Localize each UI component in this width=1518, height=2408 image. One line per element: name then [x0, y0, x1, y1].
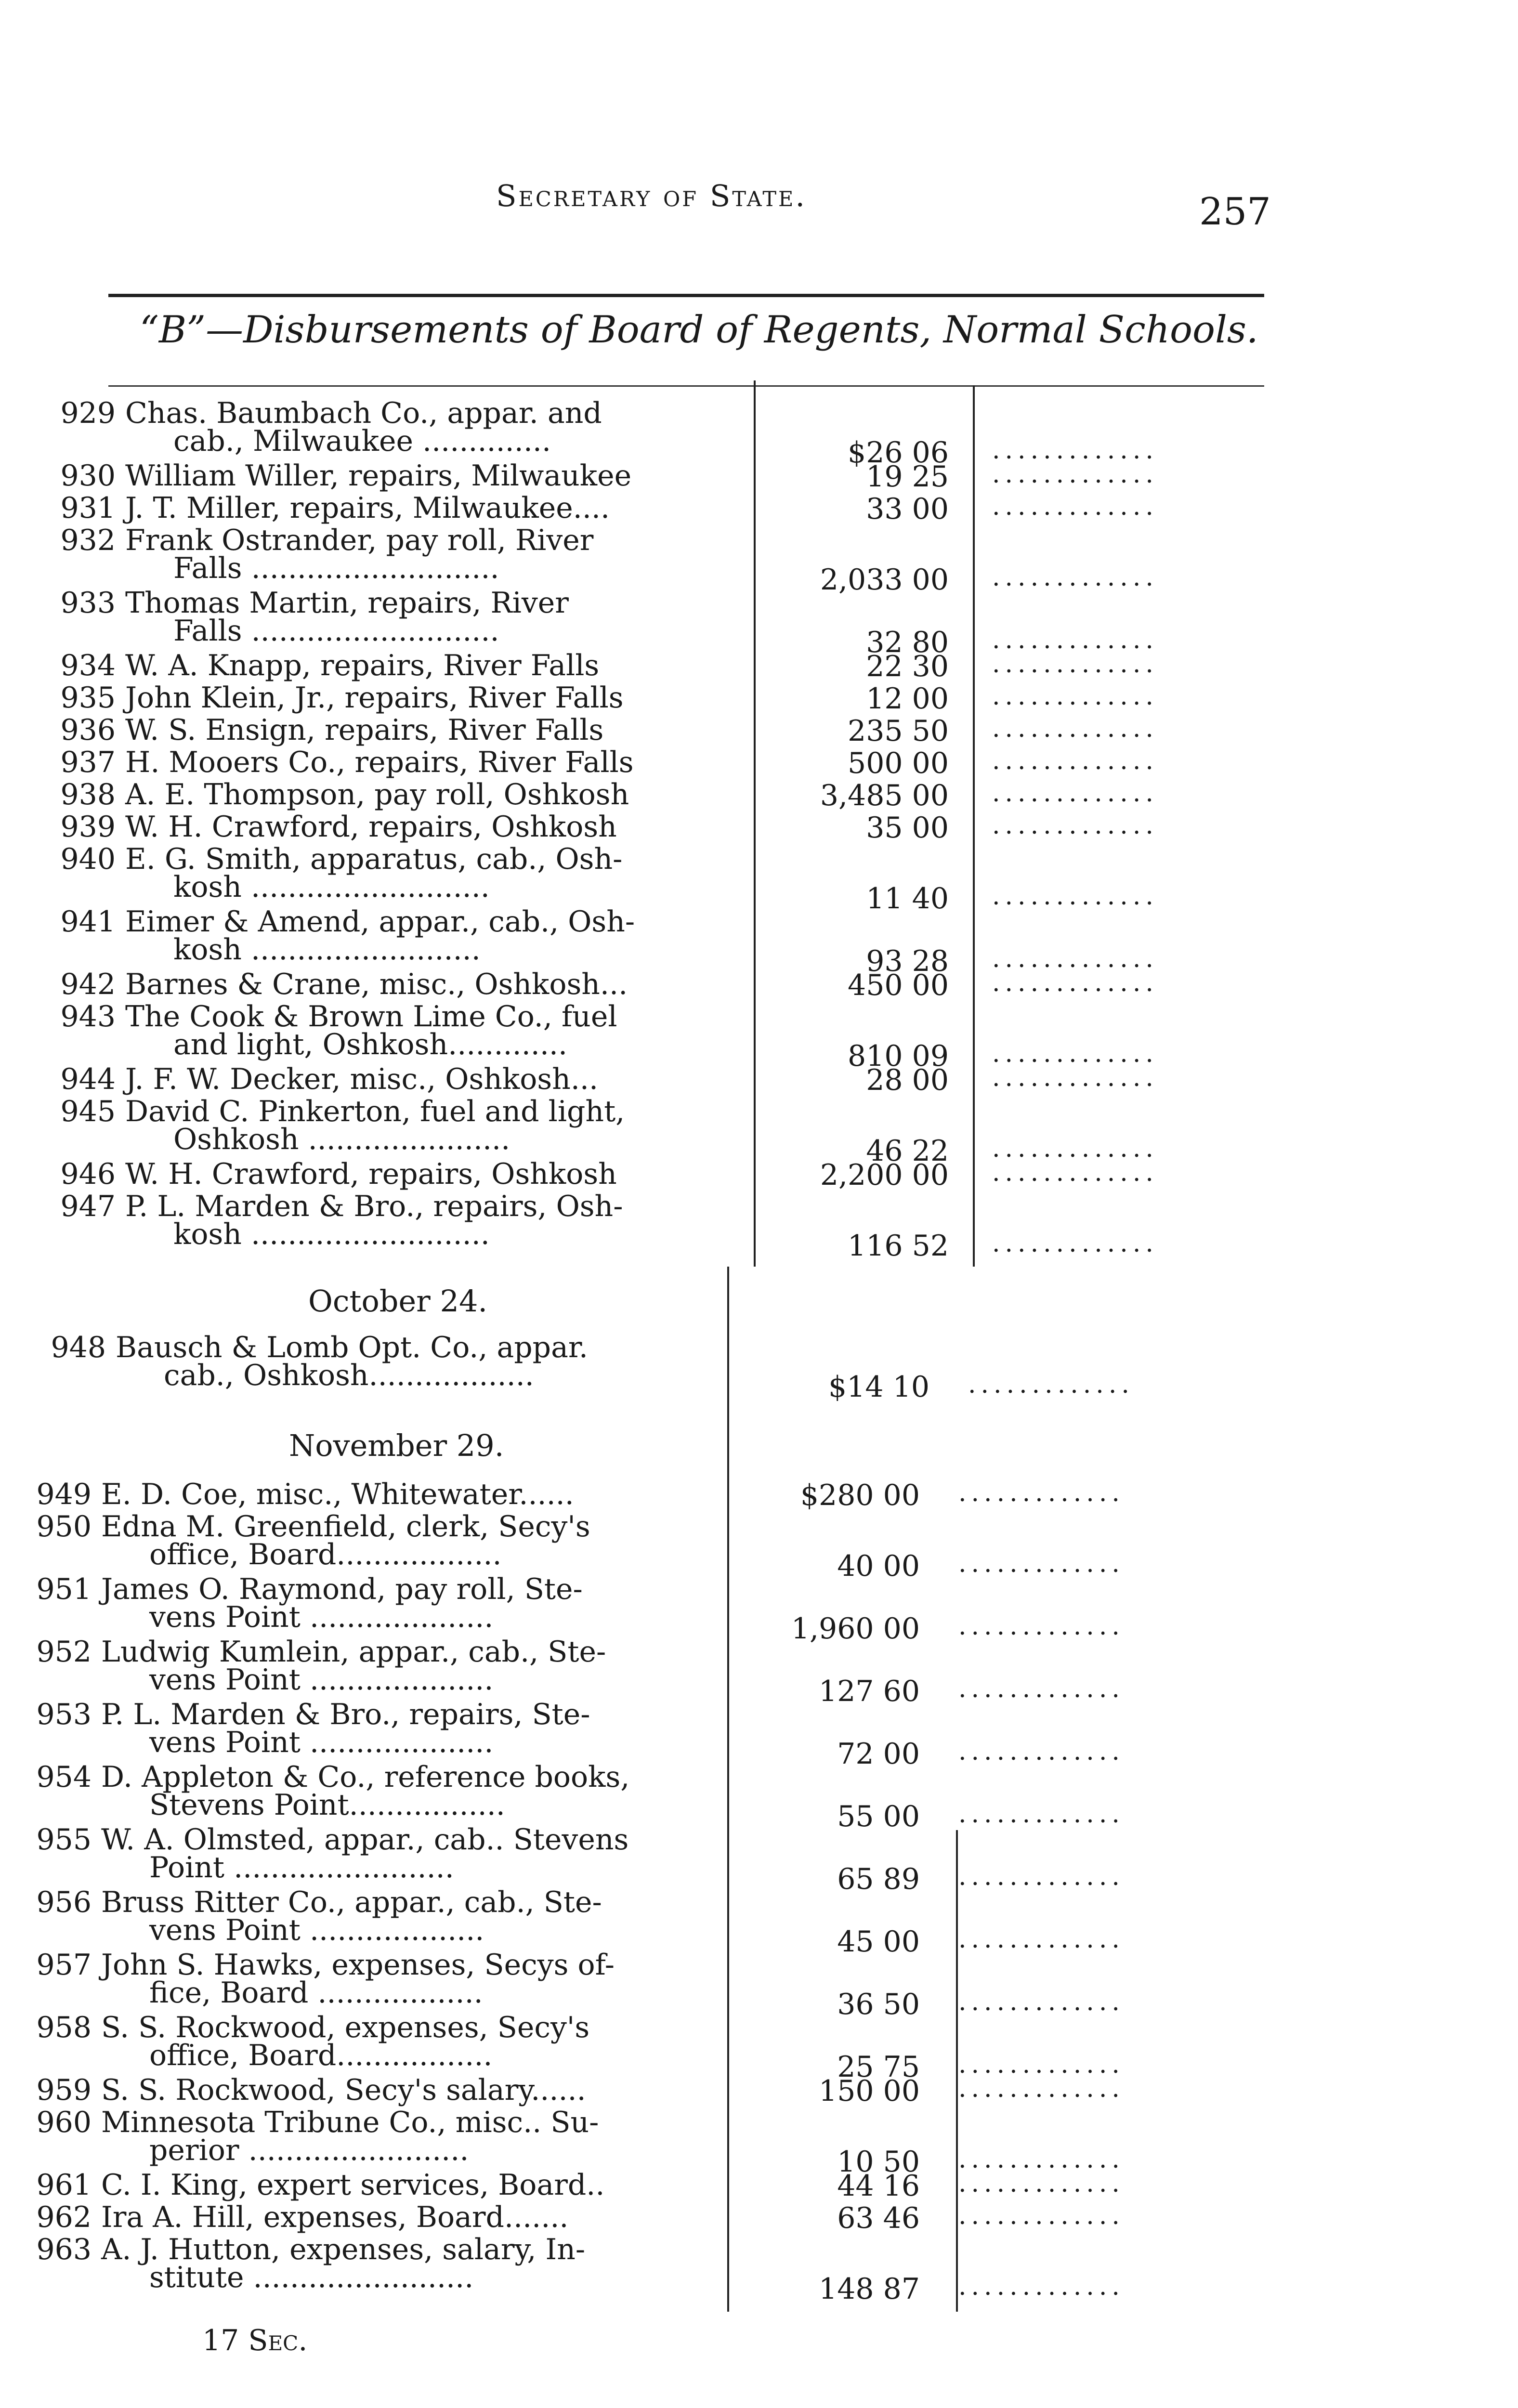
amount-cell: 127 60 [819, 1675, 920, 1708]
payee-description: H. Mooers Co., repairs, River Falls [125, 746, 634, 779]
payee-description-continued: kosh .......................... [173, 1217, 490, 1251]
amount-cell: 93 28 [866, 944, 949, 978]
amount-cell: 55 00 [837, 1800, 920, 1833]
table-title: “B”—Disbursements of Board of Regents, Normal Schools. [140, 308, 1258, 352]
table-row [43, 492, 610, 524]
voucher-number: 939 [60, 810, 116, 844]
dot-leaders: ............. [992, 492, 1158, 521]
dot-leaders: ............. [958, 2145, 1125, 2174]
payee-description: A. E. Thompson, pay roll, Oshkosh [125, 778, 629, 811]
payee-description: S. S. Rockwood, Secy's salary...... [101, 2073, 586, 2107]
payee-description: Minnesota Tribune Co., misc.. Su- [101, 2106, 599, 2139]
payee-description: Thomas Martin, repairs, River [125, 586, 569, 620]
payee-description: W. H. Crawford, repairs, Oshkosh [125, 810, 617, 844]
payee-description: John Klein, Jr., repairs, River Falls [125, 681, 624, 715]
payee-description: James O. Raymond, pay roll, Ste- [101, 1572, 583, 1606]
payee-description-continued: perior ........................ [149, 2133, 469, 2167]
voucher-number: 932 [60, 523, 116, 557]
amount-cell: 2,200 00 [820, 1158, 949, 1192]
voucher-number: 962 [36, 2200, 92, 2234]
amount-cell: 36 50 [837, 1988, 920, 2021]
amount-cell: 44 16 [837, 2169, 920, 2203]
voucher-number: 930 [60, 459, 116, 493]
payee-description: David C. Pinkerton, fuel and light, [125, 1095, 625, 1128]
dot-leaders: ............. [992, 436, 1158, 465]
payee-description: J. T. Miller, repairs, Milwaukee.... [125, 491, 610, 525]
table-row [19, 2074, 586, 2106]
payee-description-continued: stitute ........................ [149, 2261, 474, 2294]
table-row [43, 811, 617, 843]
column-rule-desc-bottom [727, 1267, 729, 2312]
payee-description-continued: Falls ........................... [173, 551, 499, 585]
payee-description: The Cook & Brown Lime Co., fuel [125, 1000, 617, 1034]
table-row [19, 2201, 568, 2233]
voucher-number: 949 [36, 1478, 92, 1511]
amount-cell: 150 00 [819, 2074, 920, 2108]
voucher-number: 961 [36, 2168, 92, 2202]
voucher-number: 943 [60, 1000, 116, 1034]
voucher-number: 942 [60, 968, 116, 1001]
running-head: Secretary of State. [496, 178, 807, 213]
amount-cell: 65 89 [837, 1862, 920, 1896]
dot-leaders: ............. [992, 626, 1158, 654]
payee-description: P. L. Marden & Bro., repairs, Ste- [101, 1698, 590, 1731]
voucher-number: 954 [36, 1760, 92, 1794]
voucher-number: 957 [36, 1948, 92, 1982]
dot-leaders: ............. [958, 1737, 1125, 1766]
dot-leaders: ............. [992, 779, 1158, 808]
voucher-number: 963 [36, 2233, 92, 2266]
payee-description: Chas. Baumbach Co., appar. and [125, 396, 602, 430]
payee-description-continued: kosh ......................... [173, 933, 481, 967]
dot-leaders: ............. [992, 1229, 1158, 1258]
amount-cell: 235 50 [848, 714, 949, 748]
dot-leaders: ............. [958, 1925, 1125, 1954]
voucher-number: 935 [60, 681, 116, 715]
amount-cell: 32 80 [866, 626, 949, 659]
payee-description-continued: Falls ........................... [173, 614, 499, 648]
dot-leaders: ............. [958, 1800, 1125, 1829]
table-row [19, 2169, 604, 2201]
amount-cell: 28 00 [866, 1063, 949, 1097]
payee-description: Ira A. Hill, expenses, Board....... [101, 2200, 569, 2234]
table-row [43, 682, 624, 714]
dot-leaders: ............. [958, 2074, 1125, 2103]
payee-description: Eimer & Amend, appar., cab., Osh- [125, 905, 635, 939]
payee-description: W. S. Ensign, repairs, River Falls [125, 713, 604, 747]
amount-cell: 72 00 [837, 1737, 920, 1771]
page-number: 257 [1199, 190, 1271, 234]
amount-cell: 11 40 [866, 882, 949, 916]
voucher-number: 958 [36, 2011, 92, 2044]
amount-cell: $14 10 [828, 1370, 929, 1404]
payee-description: C. I. King, expert services, Board.. [101, 2168, 605, 2202]
dot-leaders: ............. [992, 714, 1158, 743]
voucher-number: 933 [60, 586, 116, 620]
voucher-number: 951 [36, 1572, 92, 1606]
amount-cell: 10 50 [837, 2145, 920, 2179]
date-heading-october: October 24. [308, 1283, 488, 1319]
dot-leaders: ............. [958, 1675, 1125, 1703]
voucher-number: 959 [36, 2073, 92, 2107]
table-row [43, 746, 634, 778]
dot-leaders: ............. [958, 1479, 1125, 1507]
payee-description: W. A. Knapp, repairs, River Falls [125, 649, 600, 682]
amount-cell: 3,485 00 [820, 779, 949, 812]
dot-leaders: ............. [958, 2272, 1125, 2301]
table-row [43, 1063, 598, 1095]
amount-cell: 45 00 [837, 1925, 920, 1959]
payee-description: A. J. Hutton, expenses, salary, In- [101, 2233, 586, 2266]
amount-cell: 25 75 [837, 2050, 920, 2084]
amount-cell: 116 52 [848, 1229, 949, 1263]
dot-leaders: ............. [992, 811, 1158, 840]
table-row [43, 779, 629, 811]
payee-description-continued: and light, Oshkosh............. [173, 1028, 568, 1061]
dot-leaders: ............. [992, 563, 1158, 592]
amount-cell: 148 87 [819, 2272, 920, 2306]
payee-description-continued: office, Board................. [149, 2039, 493, 2072]
payee-description: W. A. Olmsted, appar., cab.. Stevens [101, 1823, 629, 1857]
voucher-number: 944 [60, 1062, 116, 1096]
payee-description: E. D. Coe, misc., Whitewater...... [101, 1478, 574, 1511]
amount-cell: 500 00 [848, 746, 949, 780]
dot-leaders: ............. [992, 882, 1158, 911]
voucher-number: 934 [60, 649, 116, 682]
amount-cell: 810 09 [848, 1039, 949, 1073]
voucher-number: 931 [60, 491, 116, 525]
amount-cell: 22 30 [866, 650, 949, 683]
payee-description: P. L. Marden & Bro., repairs, Osh- [125, 1190, 623, 1223]
amount-cell: 12 00 [866, 682, 949, 716]
title-rule [108, 385, 1264, 387]
amount-cell: 450 00 [848, 968, 949, 1002]
payee-description-continued: vens Point .................... [149, 1726, 494, 1759]
table-row [19, 1479, 574, 1510]
voucher-number: 936 [60, 713, 116, 747]
payee-description-continued: fice, Board .................. [149, 1976, 483, 2010]
dot-leaders: ............. [958, 1549, 1125, 1578]
amount-cell: 19 25 [866, 460, 949, 494]
payee-description: D. Appleton & Co., reference books, [101, 1760, 630, 1794]
payee-description: J. F. W. Decker, misc., Oshkosh... [125, 1062, 599, 1096]
payee-description: Barnes & Crane, misc., Oshkosh... [125, 968, 628, 1001]
dot-leaders: ............. [992, 1158, 1158, 1187]
dot-leaders: ............. [992, 746, 1158, 775]
dot-leaders: ............. [958, 2169, 1125, 2198]
voucher-number: 950 [36, 1510, 92, 1544]
amount-cell: 1,960 00 [791, 1612, 920, 1646]
voucher-number: 956 [36, 1885, 92, 1919]
column-rule-desc-top [754, 380, 756, 1267]
payee-description-continued: Point ........................ [149, 1851, 454, 1885]
table-row [43, 1158, 617, 1190]
table-row [43, 460, 631, 492]
voucher-number: 947 [60, 1190, 116, 1223]
payee-description-continued: cab., Oshkosh.................. [164, 1359, 534, 1392]
payee-description: Bausch & Lomb Opt. Co., appar. [116, 1331, 589, 1364]
payee-description-continued: vens Point .................... [149, 1600, 494, 1634]
payee-description: Frank Ostrander, pay roll, River [125, 523, 594, 557]
table-row [43, 650, 599, 681]
voucher-number: 941 [60, 905, 116, 939]
payee-description: S. S. Rockwood, expenses, Secy's [101, 2011, 590, 2044]
voucher-number: 953 [36, 1698, 92, 1731]
payee-description: W. H. Crawford, repairs, Oshkosh [125, 1157, 617, 1191]
date-heading-november: November 29. [289, 1428, 504, 1463]
dot-leaders: ............. [992, 460, 1158, 489]
dot-leaders: ............. [992, 1039, 1158, 1068]
payee-description: William Willer, repairs, Milwaukee [125, 459, 632, 493]
top-rule [108, 294, 1264, 297]
payee-description-continued: office, Board.................. [149, 1538, 502, 1571]
dot-leaders: ............. [958, 2050, 1125, 2079]
dot-leaders: ............. [958, 1988, 1125, 2016]
dot-leaders: ............. [958, 1612, 1125, 1641]
amount-cell: $280 00 [800, 1479, 920, 1512]
column-rule-amount-top [973, 385, 975, 1267]
dot-leaders: ............. [968, 1370, 1134, 1399]
amount-cell: 40 00 [837, 1549, 920, 1583]
table-row [43, 968, 628, 1000]
dot-leaders: ............. [958, 2201, 1125, 2230]
amount-cell: 35 00 [866, 811, 949, 845]
amount-cell: 33 00 [866, 492, 949, 526]
voucher-number: 952 [36, 1635, 92, 1669]
voucher-number: 948 [51, 1331, 106, 1364]
payee-description: Ludwig Kumlein, appar., cab., Ste- [101, 1635, 606, 1669]
column-rule-amount-bottom [956, 1830, 958, 2312]
payee-description: Edna M. Greenfield, clerk, Secy's [101, 1510, 590, 1544]
dot-leaders: ............. [992, 650, 1158, 679]
voucher-number: 955 [36, 1823, 92, 1857]
amount-cell: $26 06 [848, 436, 949, 470]
voucher-number: 938 [60, 778, 116, 811]
dot-leaders: ............. [992, 1134, 1158, 1163]
dot-leaders: ............. [958, 1862, 1125, 1891]
dot-leaders: ............. [992, 944, 1158, 973]
payee-description-continued: vens Point ................... [149, 1913, 484, 1947]
amount-cell: 63 46 [837, 2201, 920, 2235]
voucher-number: 929 [60, 396, 116, 430]
payee-description-continued: vens Point .................... [149, 1663, 494, 1697]
voucher-number: 945 [60, 1095, 116, 1128]
dot-leaders: ............. [992, 682, 1158, 711]
payee-description-continued: cab., Milwaukee .............. [173, 424, 551, 458]
voucher-number: 946 [60, 1157, 116, 1191]
voucher-number: 960 [36, 2106, 92, 2139]
dot-leaders: ............. [992, 1063, 1158, 1092]
voucher-number: 940 [60, 842, 116, 876]
payee-description-continued: Oshkosh ...................... [173, 1123, 510, 1156]
table-row [43, 714, 603, 746]
payee-description-continued: kosh .......................... [173, 870, 490, 904]
signature-mark: 17 Sec. [202, 2324, 308, 2357]
payee-description: Bruss Ritter Co., appar., cab., Ste- [101, 1885, 602, 1919]
payee-description-continued: Stevens Point................. [149, 1788, 505, 1822]
payee-description: John S. Hawks, expenses, Secys of- [101, 1948, 615, 1982]
payee-description: E. G. Smith, apparatus, cab., Osh- [125, 842, 623, 876]
amount-cell: 2,033 00 [820, 563, 949, 597]
dot-leaders: ............. [992, 968, 1158, 997]
amount-cell: 46 22 [866, 1134, 949, 1168]
voucher-number: 937 [60, 746, 116, 779]
